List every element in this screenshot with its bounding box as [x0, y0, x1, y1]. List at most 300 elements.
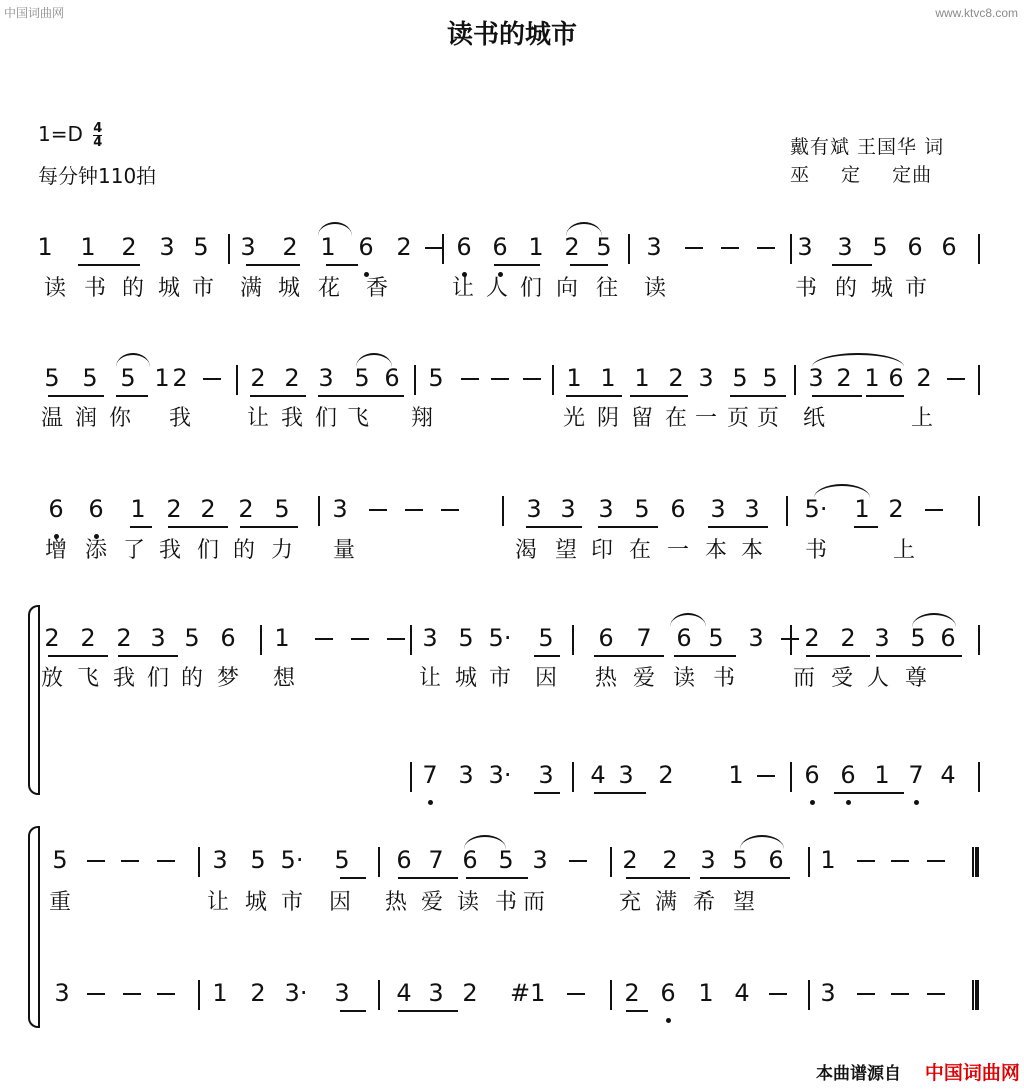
system-3-note: 6 — [670, 495, 686, 523]
system-4-note: 7 — [636, 624, 652, 652]
system-2-note: 2 — [284, 364, 300, 392]
system-2-note: 1 — [634, 364, 650, 392]
system-4-dash — [387, 638, 405, 640]
system-4-harmony-note: 7 — [422, 761, 438, 789]
time-sig-top: 4 — [93, 121, 103, 136]
system-2-lyric: 阴 — [596, 406, 619, 431]
system-1-barline — [628, 234, 630, 264]
system-5-harmony-dash — [123, 993, 141, 995]
system-5-harmony-underline — [626, 1010, 648, 1012]
system-4-lyric: 市 — [488, 666, 511, 691]
system-4-note: 5 — [910, 624, 926, 652]
system-4-lyric: 书 — [712, 666, 735, 691]
system-4-barline — [572, 625, 574, 655]
system-4-note: 3 — [874, 624, 890, 652]
footer-site: 中国词曲网 — [924, 1062, 1020, 1084]
system-4-lyric: 梦 — [216, 666, 239, 691]
system-3-note: 5 — [634, 495, 650, 523]
system-4-lyric: 飞 — [76, 666, 99, 691]
system-5-lyric: 充 — [618, 890, 641, 915]
system-1-note: 1 — [80, 233, 96, 261]
system-4-lyric: 让 — [418, 666, 441, 691]
system-4-slur — [670, 613, 706, 627]
system-3-lyric: 印 — [590, 538, 613, 563]
system-3-dash — [925, 509, 943, 511]
system-2-slur — [116, 353, 150, 367]
system-4-harmony-low-octave-dot — [914, 800, 919, 805]
system-5-lyric: 满 — [654, 890, 677, 915]
system-3-note: 6 — [48, 495, 64, 523]
system-3-lyric: 我 — [158, 538, 181, 563]
system-1-dash — [685, 247, 703, 249]
system-4-harmony-note: 2 — [658, 761, 674, 789]
system-4-harmony-low-octave-dot — [810, 800, 815, 805]
system-1-dash — [425, 247, 443, 249]
system-4-lyric: 想 — [272, 666, 295, 691]
system-4-harmony-barline — [978, 762, 980, 792]
system-1-note: 2 — [396, 233, 412, 261]
time-signature — [93, 122, 102, 149]
system-4-system-bracket — [28, 605, 38, 795]
system-2-note: 5 — [428, 364, 444, 392]
system-2-note: 5 — [354, 364, 370, 392]
system-4-note: 2 — [840, 624, 856, 652]
system-5-harmony-dash — [157, 993, 175, 995]
system-2-lyric: 飞 — [346, 406, 369, 431]
system-1-note: 6 — [941, 233, 957, 261]
system-4-system-line — [38, 605, 40, 795]
system-5-system-bracket — [28, 826, 38, 1028]
system-3-lyric: 一 — [666, 538, 689, 563]
system-4-harmony-note: 6 — [804, 761, 820, 789]
system-1-lyric: 书 — [83, 276, 106, 301]
system-4-harmony-note: 3 — [538, 761, 554, 789]
system-4-note: 6 — [940, 624, 956, 652]
system-2-lyric: 在 — [664, 406, 687, 431]
system-5-note: 3 — [700, 846, 716, 874]
system-1-note: 3 — [797, 233, 813, 261]
system-3-note: 2 — [200, 495, 216, 523]
system-4-note: 1 — [274, 624, 290, 652]
system-1-lyric: 让 — [451, 276, 474, 301]
system-5-dash — [927, 860, 945, 862]
system-4-harmony-underline — [834, 792, 904, 794]
system-5-barline — [198, 847, 200, 877]
system-2-note: 2 — [250, 364, 266, 392]
system-2-lyric: 我 — [168, 406, 191, 431]
system-5-harmony-note: #1 — [510, 979, 546, 1007]
system-5-harmony-barline — [378, 980, 380, 1010]
system-2-slur — [356, 353, 392, 367]
system-2-note: 5 — [120, 364, 136, 392]
system-4-harmony-underline — [534, 792, 560, 794]
system-4-barline — [790, 625, 792, 655]
system-2-barline — [552, 365, 554, 395]
system-4-harmony-barline — [410, 762, 412, 792]
system-5-lyric: 读 — [456, 890, 479, 915]
system-3-lyric: 们 — [196, 538, 219, 563]
system-5-note: 5 — [334, 846, 350, 874]
system-1-lyric: 的 — [121, 276, 144, 301]
system-4-note: 3 — [150, 624, 166, 652]
system-4-dash — [351, 638, 369, 640]
system-1-underline — [570, 264, 608, 266]
system-4-lyric: 因 — [534, 666, 557, 691]
system-4-harmony-note: 6 — [840, 761, 856, 789]
composer-credit: 巫 定 定曲 — [790, 164, 933, 186]
system-4-note: 2 — [44, 624, 60, 652]
system-3-lyric: 添 — [84, 538, 107, 563]
system-2-underline — [866, 395, 904, 397]
system-5-harmony-note: 3 — [54, 979, 70, 1007]
system-5-note: 6 — [396, 846, 412, 874]
system-2-note: 2 — [916, 364, 932, 392]
system-3-slur — [814, 484, 870, 498]
system-5-note: 1 — [820, 846, 836, 874]
system-4-harmony-underline — [594, 792, 646, 794]
system-5-barline — [972, 847, 974, 877]
system-5-harmony-note: 3· — [284, 979, 308, 1007]
system-2-lyric: 温 — [40, 406, 63, 431]
system-4-underline — [534, 655, 560, 657]
system-5-harmony-dash — [87, 993, 105, 995]
system-3-lyric: 在 — [628, 538, 651, 563]
system-1-underline — [326, 264, 358, 266]
system-1-lyric: 市 — [904, 276, 927, 301]
system-1-barline — [442, 234, 444, 264]
system-3-lyric: 本 — [704, 538, 727, 563]
system-2-lyric: 页 — [756, 406, 779, 431]
system-1-lyric: 往 — [595, 276, 618, 301]
system-3-barline — [502, 496, 504, 526]
system-4-lyric: 而 — [792, 666, 815, 691]
system-4-lyric: 人 — [866, 666, 889, 691]
system-4-harmony-barline — [790, 762, 792, 792]
system-5-harmony-underline — [340, 1010, 366, 1012]
system-4-lyric: 受 — [830, 666, 853, 691]
system-5-lyric: 书 — [494, 890, 517, 915]
system-5-harmony-note: 4 — [396, 979, 412, 1007]
system-4-note: 2 — [80, 624, 96, 652]
system-4-note: 5 — [538, 624, 554, 652]
system-4-dash — [315, 638, 333, 640]
system-4-lyric: 城 — [454, 666, 477, 691]
system-5-harmony-dash — [857, 993, 875, 995]
system-1-slur — [566, 222, 602, 236]
system-4-note: 5· — [488, 624, 512, 652]
system-5-note: 5 — [250, 846, 266, 874]
system-1-lyric: 花 — [317, 276, 340, 301]
system-4-harmony-note: 1 — [728, 761, 744, 789]
system-1-note: 5 — [596, 233, 612, 261]
system-5-dash — [87, 860, 105, 862]
system-5-note: 3 — [532, 846, 548, 874]
system-1-lyric: 城 — [277, 276, 300, 301]
system-1-note: 5 — [872, 233, 888, 261]
system-2-dash — [203, 378, 221, 380]
system-2-underline — [116, 395, 148, 397]
system-5-lyric: 热 — [384, 890, 407, 915]
system-2-underline — [566, 395, 622, 397]
system-2-barline — [794, 365, 796, 395]
song-title: 读书的城市 — [446, 20, 577, 50]
system-3-note: 3 — [526, 495, 542, 523]
system-4-harmony-note: 3 — [458, 761, 474, 789]
system-2-note: 3 — [318, 364, 334, 392]
system-3-underline — [708, 526, 768, 528]
system-5-note: 5 — [498, 846, 514, 874]
system-1-underline — [78, 264, 140, 266]
system-4-lyric: 读 — [672, 666, 695, 691]
system-2-lyric: 我 — [280, 406, 303, 431]
system-3-note: 3 — [560, 495, 576, 523]
system-3-note: 3 — [598, 495, 614, 523]
system-4-barline — [978, 625, 980, 655]
system-3-note: 5· — [804, 495, 828, 523]
system-1-lyric: 香 — [365, 276, 388, 301]
system-1-underline — [494, 264, 540, 266]
system-5-harmony-barline — [198, 980, 200, 1010]
system-5-underline — [466, 877, 528, 879]
system-3-lyric: 望 — [554, 538, 577, 563]
system-3-note: 1 — [130, 495, 146, 523]
system-4-harmony-low-octave-dot — [846, 800, 851, 805]
system-1-lyric: 人 — [485, 276, 508, 301]
system-4-lyric: 尊 — [904, 666, 927, 691]
system-5-lyric: 希 — [692, 890, 715, 915]
system-1-note: 1 — [37, 233, 53, 261]
system-4-harmony-note: 3 — [618, 761, 634, 789]
system-3-underline — [598, 526, 658, 528]
system-5-harmony-dash — [567, 993, 585, 995]
system-5-lyric: 因 — [328, 890, 351, 915]
system-2-slur — [812, 353, 904, 367]
system-4-lyric: 们 — [146, 666, 169, 691]
system-2-underline — [630, 395, 688, 397]
system-2-dash — [461, 378, 479, 380]
system-2-note: 1 — [154, 364, 170, 392]
system-1-lyric: 读 — [643, 276, 666, 301]
system-5-harmony-final-barline — [975, 980, 979, 1010]
system-2-dash — [947, 378, 965, 380]
system-1-slur — [318, 222, 352, 236]
system-5-harmony-underline — [398, 1010, 458, 1012]
system-1-note: 3 — [646, 233, 662, 261]
system-4-note: 5 — [708, 624, 724, 652]
system-1-note: 3 — [837, 233, 853, 261]
system-2-underline — [812, 395, 862, 397]
system-2-barline — [236, 365, 238, 395]
system-3-lyric: 增 — [44, 538, 67, 563]
system-1-lyric: 城 — [870, 276, 893, 301]
system-2-note: 1 — [864, 364, 880, 392]
system-3-underline — [240, 526, 298, 528]
system-4-harmony-dash — [757, 775, 775, 777]
system-1-underline — [246, 264, 300, 266]
system-3-underline — [854, 526, 878, 528]
system-4-underline — [594, 655, 664, 657]
system-2-note: 5 — [762, 364, 778, 392]
system-5-harmony-note: 1 — [212, 979, 228, 1007]
system-2-note: 6 — [888, 364, 904, 392]
system-3-dash — [405, 509, 423, 511]
system-1-note: 1 — [528, 233, 544, 261]
system-5-harmony-note: 2 — [462, 979, 478, 1007]
system-5-harmony-barline — [610, 980, 612, 1010]
system-2-underline — [250, 395, 306, 397]
system-2-lyric: 页 — [726, 406, 749, 431]
system-3-underline — [168, 526, 228, 528]
system-5-lyric: 城 — [244, 890, 267, 915]
system-5-harmony-note: 3 — [334, 979, 350, 1007]
system-2-underline — [48, 395, 104, 397]
system-5-note: 5· — [280, 846, 304, 874]
system-3-note: 2 — [238, 495, 254, 523]
system-1-note: 1 — [320, 233, 336, 261]
key-label: 1=D — [38, 122, 83, 146]
system-4-underline — [48, 655, 108, 657]
system-4-harmony-note: 7 — [908, 761, 924, 789]
system-2-lyric: 上 — [910, 406, 933, 431]
system-2-lyric: 润 — [74, 406, 97, 431]
system-3-note: 3 — [332, 495, 348, 523]
system-4-lyric: 热 — [594, 666, 617, 691]
system-1-lyric: 的 — [834, 276, 857, 301]
system-3-note: 2 — [888, 495, 904, 523]
system-5-underline — [700, 877, 790, 879]
system-5-slur — [740, 835, 784, 849]
system-1-barline — [228, 234, 230, 264]
system-2-note: 5 — [44, 364, 60, 392]
system-4-underline — [806, 655, 870, 657]
system-2-lyric: 留 — [630, 406, 653, 431]
footer — [816, 1058, 1020, 1085]
system-5-note: 5 — [732, 846, 748, 874]
system-5-dash — [569, 860, 587, 862]
system-3-dash — [369, 509, 387, 511]
watermark-left: 中国词曲网 — [4, 6, 65, 20]
system-2-note: 2 — [172, 364, 188, 392]
system-1-note: 3 — [240, 233, 256, 261]
system-3-note: 1 — [854, 495, 870, 523]
system-3-note: 2 — [166, 495, 182, 523]
system-2-barline — [414, 365, 416, 395]
system-1-note: 6 — [492, 233, 508, 261]
system-4-harmony-barline — [572, 762, 574, 792]
system-4-underline — [118, 655, 178, 657]
system-3-lyric: 了 — [122, 538, 145, 563]
system-4-note: 6 — [220, 624, 236, 652]
system-5-harmony-note: 2 — [250, 979, 266, 1007]
system-5-harmony-note: 3 — [428, 979, 444, 1007]
system-5-system-line — [38, 826, 40, 1028]
system-5-lyric: 望 — [732, 890, 755, 915]
system-4-harmony-note: 4 — [590, 761, 606, 789]
system-1-lyric: 市 — [191, 276, 214, 301]
system-4-underline — [674, 655, 736, 657]
system-1-note: 6 — [907, 233, 923, 261]
system-2-dash — [491, 378, 509, 380]
system-4-note: 5 — [458, 624, 474, 652]
system-5-barline — [378, 847, 380, 877]
system-5-dash — [121, 860, 139, 862]
system-1-lyric: 读 — [43, 276, 66, 301]
system-3-note: 6 — [88, 495, 104, 523]
system-2-lyric: 你 — [108, 406, 131, 431]
system-1-note: 6 — [358, 233, 374, 261]
key-signature — [38, 122, 102, 149]
system-3-lyric: 书 — [804, 538, 827, 563]
system-4-note: 2 — [116, 624, 132, 652]
system-1-note: 2 — [282, 233, 298, 261]
system-5-harmony-note: 3 — [820, 979, 836, 1007]
system-1-lyric: 城 — [157, 276, 180, 301]
system-5-barline — [610, 847, 612, 877]
system-1-barline — [790, 234, 792, 264]
system-2-lyric: 光 — [562, 406, 585, 431]
system-4-note: 3 — [422, 624, 438, 652]
system-5-harmony-note: 2 — [624, 979, 640, 1007]
system-3-barline — [318, 496, 320, 526]
system-3-lyric: 本 — [740, 538, 763, 563]
system-2-lyric: 纸 — [802, 406, 825, 431]
system-5-slur — [464, 835, 506, 849]
system-5-harmony-dash — [927, 993, 945, 995]
system-5-dash — [157, 860, 175, 862]
system-2-note: 2 — [836, 364, 852, 392]
system-3-underline — [526, 526, 582, 528]
system-2-lyric: 翔 — [410, 406, 433, 431]
system-2-lyric: 们 — [314, 406, 337, 431]
system-3-lyric: 上 — [892, 538, 915, 563]
system-4-note: 3 — [748, 624, 764, 652]
system-4-lyric: 的 — [180, 666, 203, 691]
system-1-lyric: 向 — [555, 276, 578, 301]
system-5-harmony-note: 1 — [698, 979, 714, 1007]
system-4-harmony-note: 1 — [874, 761, 890, 789]
system-2-lyric: 一 — [694, 406, 717, 431]
system-5-harmony-dash — [769, 993, 787, 995]
system-5-harmony-low-octave-dot — [666, 1018, 671, 1023]
system-1-lyric: 书 — [794, 276, 817, 301]
system-1-dash — [757, 247, 775, 249]
system-2-note: 3 — [698, 364, 714, 392]
system-2-underline — [730, 395, 786, 397]
system-5-harmony-barline — [972, 980, 974, 1010]
system-4-harmony-low-octave-dot — [428, 800, 433, 805]
system-3-lyric: 量 — [332, 538, 355, 563]
system-1-note: 5 — [193, 233, 209, 261]
system-1-underline — [832, 264, 872, 266]
system-5-barline — [808, 847, 810, 877]
system-2-lyric: 让 — [246, 406, 269, 431]
system-4-lyric: 我 — [112, 666, 135, 691]
system-1-lyric: 们 — [519, 276, 542, 301]
system-5-dash — [891, 860, 909, 862]
system-3-underline — [130, 526, 152, 528]
system-5-note: 2 — [622, 846, 638, 874]
system-5-underline — [398, 877, 458, 879]
system-3-lyric: 的 — [232, 538, 255, 563]
system-2-underline — [318, 395, 404, 397]
system-2-note: 5 — [732, 364, 748, 392]
system-4-lyric: 放 — [40, 666, 63, 691]
system-5-note: 7 — [428, 846, 444, 874]
system-1-dash — [721, 247, 739, 249]
system-5-harmony-note: 6 — [660, 979, 676, 1007]
system-3-note: 3 — [710, 495, 726, 523]
system-4-underline — [876, 655, 962, 657]
